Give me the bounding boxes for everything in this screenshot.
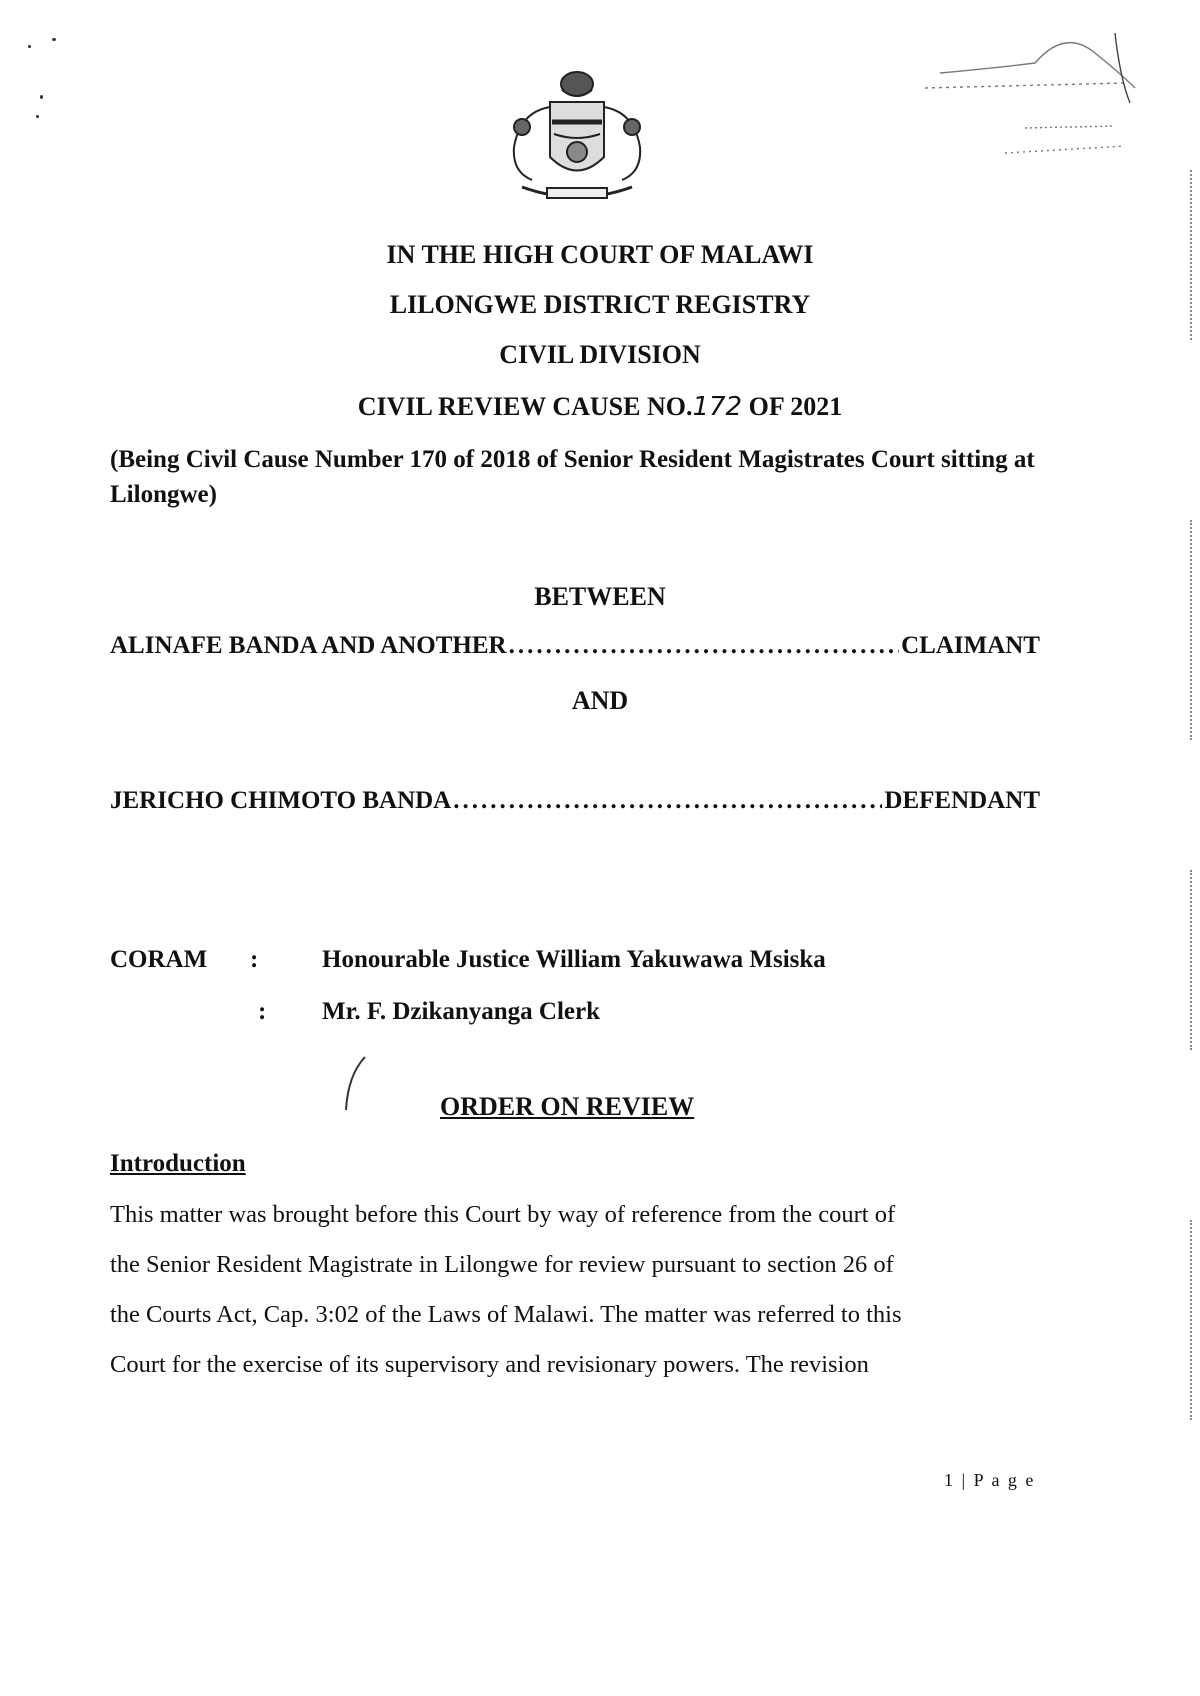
claimant-role: CLAIMANT — [901, 632, 1040, 659]
defendant-line — [110, 787, 1040, 815]
between-label: BETWEEN — [534, 582, 666, 611]
being-note: (Being Civil Cause Number 170 of 2018 of Senior Resident Magistrates Court sitting at Lilongwe) — [110, 446, 1035, 508]
introduction-paragraph — [110, 1190, 1045, 1390]
defendant-name: JERICHO CHIMOTO BANDA — [110, 787, 452, 814]
defendant-role: DEFENDANT — [884, 787, 1040, 814]
introduction-heading: Introduction — [110, 1150, 246, 1177]
leader-dots — [509, 632, 900, 660]
handwritten-mark — [340, 1055, 370, 1115]
cause-suffix: OF 2021 — [748, 392, 843, 421]
scan-speck — [40, 95, 43, 99]
order-title: ORDER ON REVIEW — [440, 1092, 695, 1121]
cause-number-handwritten: 172 — [692, 392, 743, 422]
leader-dots — [453, 787, 882, 815]
paragraph-line: Court for the exercise of its supervisory and revisionary powers. The revision — [110, 1351, 869, 1378]
division-name: CIVIL DIVISION — [499, 340, 701, 369]
coram-colon: : — [258, 998, 267, 1025]
and-label: AND — [571, 686, 629, 715]
paragraph-line: the Senior Resident Magistrate in Lilongwe for review pursuant to section 26 of — [110, 1251, 894, 1278]
court-name: IN THE HIGH COURT OF MALAWI — [386, 240, 814, 269]
claimant-line — [110, 632, 1040, 660]
scan-speck — [28, 45, 31, 48]
scan-edge-marks — [1190, 1220, 1193, 1420]
claimant-name: ALINAFE BANDA AND ANOTHER — [110, 632, 507, 659]
received-stamp — [905, 28, 1160, 178]
coram-colon: : — [250, 946, 259, 973]
coat-of-arms-emblem — [492, 62, 662, 210]
scan-edge-marks — [1190, 870, 1193, 1050]
cause-line — [0, 392, 1200, 422]
page-number: 1 | P a g e — [944, 1470, 1036, 1490]
paragraph-line: the Courts Act, Cap. 3:02 of the Laws of Malawi. The matter was referred to this — [110, 1301, 902, 1328]
scan-speck — [52, 38, 56, 41]
coram-label: CORAM — [110, 946, 208, 973]
cause-prefix: CIVIL REVIEW CAUSE NO. — [357, 392, 693, 421]
registry-name: LILONGWE DISTRICT REGISTRY — [389, 290, 811, 319]
scan-speck — [36, 115, 39, 118]
coram-judge: Honourable Justice William Yakuwawa Msiska — [322, 946, 826, 973]
paragraph-line: This matter was brought before this Court by way of reference from the court of — [110, 1201, 896, 1228]
coram-clerk: Mr. F. Dzikanyanga Clerk — [322, 998, 601, 1025]
